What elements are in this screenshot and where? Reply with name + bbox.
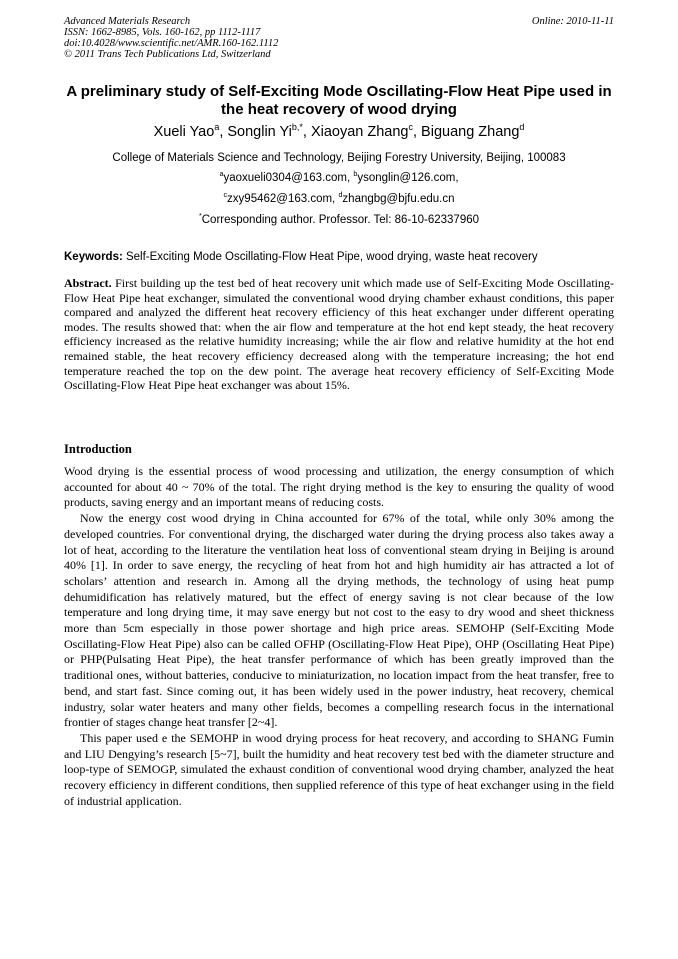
- email-line-2: $^c$zxy95462@163.com, $^d$zhangbg@bjfu.edu.cn: [223, 191, 455, 205]
- keywords-text: Self-Exciting Mode Oscillating-Flow Heat Pipe, wood drying, waste heat recovery: [122, 251, 538, 263]
- journal-name: Advanced Materials Research: [64, 16, 191, 27]
- author-marker: b,*: [291, 122, 303, 133]
- author-marker: d: [519, 122, 525, 133]
- abstract-label: Abstract.: [64, 276, 112, 290]
- paragraph: Now the energy cost wood drying in China accounted for 67% of the total, while only 30% among the developed countries. For conventional drying, the discharged water during the drying process also takes away a lot of heat, according to the literature the ventilation heat loss of conventional steam drying in Beijing is around 40% [1]. In order to save energy, the recycling of heat from hot and high humidity air has attracted a lot of scholars’ attention and research in. Among all the drying methods, the technology of using heat pump dehumidification has relatively matured, but the effect of energy saving is not clear because of the low temperature and long drying time, it may save energy but not cost to the easy to dry wood and sheet thickness more than 5cm especially in those power shortage and high price areas. SEMOHP (Self-Exciting Mode Oscillating-Flow Heat Pipe) also can be called OFHP (Oscillating-Flow Heat Pipe), OHP (Oscillating Heat Pipe) or PHP(Pulsating Heat Pipe), the heat transfer performance of which has been greatly improved than the traditional ones, without batteries, conducive to miniaturization, no location impact from the heat transfer, free to bend, and start fast. Since coming out, it has been widely used in the power industry, heat recovery, chemical industry, solar water heaters and many other fields, becomes a compelling research focus in the international frontier of stages change heat transfer [2~4].: [64, 511, 614, 730]
- introduction-body: [64, 464, 614, 809]
- journal-header: [64, 16, 614, 60]
- issn-line: ISSN: 1662-8985, Vols. 160-162, pp 1112-1117: [64, 27, 261, 38]
- abstract: [64, 276, 614, 393]
- section-heading-introduction: Introduction: [64, 442, 132, 456]
- paragraph: Wood drying is the essential process of wood processing and utilization, the energy consumption of which accounted for about 40 ~ 70% of the total. The right drying method is the key to ensuring the quality of wood products, saving energy and an important means of reducing costs.: [64, 464, 614, 510]
- email-address: ysonglin@126.com,: [357, 172, 459, 184]
- author-name: Songlin Yi: [227, 124, 292, 140]
- keywords: [64, 250, 614, 264]
- author-marker: a: [214, 122, 220, 133]
- author-list: Xueli Yao$^a$, Songlin $Yi^{b,*}$, Xiaoyan Zhang$^c$, Biguang Zhang$^d$: [153, 122, 525, 140]
- paper-title: A preliminary study of Self-Exciting Mode Oscillating-Flow Heat Pipe used in the heat recovery of wood drying: [66, 83, 612, 118]
- email-address: yaoxueli0304@163.com,: [223, 172, 354, 184]
- email-address: zxy95462@163.com,: [227, 193, 339, 205]
- corresponding-author: *Corresponding author. Professor. Tel: 86-10-62337960: [198, 212, 480, 226]
- copyright-line: © 2011 Trans Tech Publications Ltd, Switzerland: [64, 49, 271, 60]
- author-name: Xueli Yao: [153, 124, 215, 140]
- email-address: zhangbg@bjfu.edu.cn: [342, 193, 455, 205]
- affiliation: College of Materials Science and Technology, Beijing Forestry University, Beijing, 100083: [112, 152, 566, 164]
- abstract-text: First building up the test bed of heat recovery unit which made use of Self-Exciting Mode Oscillating-Flow Heat Pipe heat exchanger, simulated the conventional wood drying chamber exhaust conditions, this paper compared and analyzed the different heat recovery efficiency of this heat exchanger under different operating modes. The results showed that: when the air flow and temperature at the hot end kept steady, the heat recovery efficiency increased as the relative humidity increasing; while the air flow and relative humidity at the hot end remained stable, the heat recovery efficiency decreased along with the temperature increasing; the hot end temperature reached the top on the dew point. The average heat recovery efficiency of Self-Exciting Mode Oscillating-Flow Heat Pipe heat exchanger was about 15%.: [64, 276, 614, 393]
- doi-line: doi:10.4028/www.scientific.net/AMR.160-162.1112: [64, 38, 279, 49]
- keywords-label: Keywords:: [64, 251, 123, 263]
- email-line-1: $^a$yaoxueli0304@163.com, $^b$ysonglin@126.com,: [219, 170, 459, 184]
- author-marker: c: [408, 122, 413, 133]
- author-name: Xiaoyan Zhang: [310, 124, 409, 140]
- paragraph: This paper used e the SEMOHP in wood drying process for heat recovery, and according to SHANG Fumin and LIU Dengying’s research [5~7], built the humidity and heat recovery test bed with the diameter structure and loop-type of SEMOGP, simulated the exhaust condition of conventional wood drying chamber, analyzed the heat recovery efficiency in different conditions, then supplied reference of this type of heat exchanger using in the field of industrial application.: [64, 730, 614, 808]
- author-name: Biguang Zhang: [421, 124, 520, 140]
- online-date: Online: 2010-11-11: [531, 16, 614, 27]
